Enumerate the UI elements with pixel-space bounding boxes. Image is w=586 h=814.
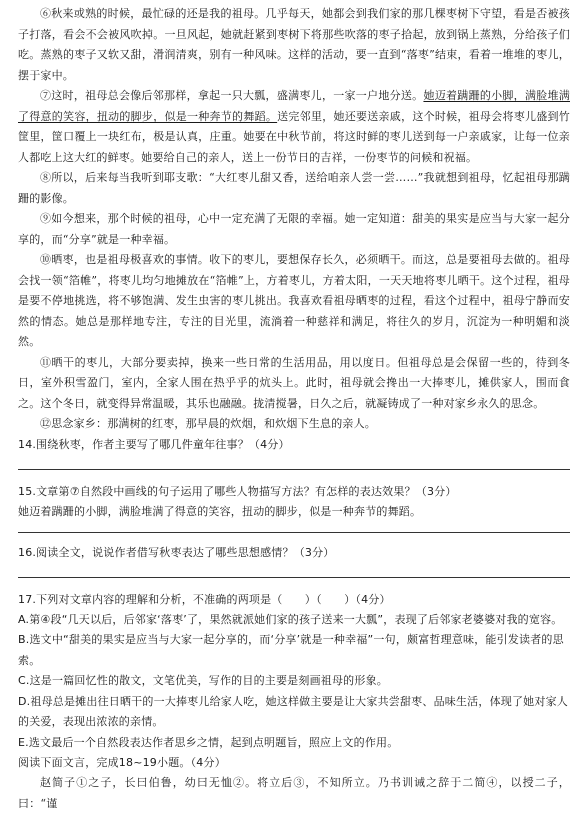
classical-passage: 赵简子①之子，长曰伯鲁，幼曰无恤②。将立后③，不知所立。乃书训诫之辞于二简④，以授二子，曰：“谨 <box>18 776 570 810</box>
question-15-quote: 她迈着蹒跚的小脚，满脸堆满了得意的笑容，扭动的脚步，似是一种奔节的舞蹈。 <box>18 504 422 518</box>
paragraph-12: ⑫思念家乡：那满树的红枣，那早晨的炊烟，和炊烟下生息的亲人。 <box>40 417 376 430</box>
paragraph-9: ⑨如今想来，那个时候的祖母，心中一定充满了无限的幸福。她一定知道：甜美的果实是应当与大家一起分享的，而“分享”就是一种幸福。 <box>18 212 570 246</box>
paragraph-11: ⑪晒干的枣儿，大部分要卖掉，换来一些日常的生活用品，用以度日。但祖母总是会保留一些的，待到冬日，室外积雪盈门，室内，全家人围在热乎乎的炕头上。此时，祖母就会搀出一大捧枣儿，摊供家人，围而食之。这个冬日，就变得异常温暖，其乐也融融。拢清搅暑，日久之后，就凝铸成了一种对家乡永久的思念。 <box>18 355 570 410</box>
paragraph-6: ⑥秋来或熟的时候，最忙碌的还是我的祖母。几乎每天，她都会到我们家的那几棵枣树下守望，看是否被孩子打落，看会不会被风吹掉。一旦风起，她就赶紧到枣树下将那些吹落的枣子拾起，放到锅上蒸熟，分给孩子们吃。蒸熟的枣子又软又甜，滑润清爽，别有一种风味。这样的活动，要一直到“落枣”结束，看着一堆堆的枣儿，摆于家中。 <box>18 7 570 82</box>
reading-intro-18-19: 阅读下面文言，完成18~19小题。（4分） <box>18 756 226 769</box>
question-15: 15.文章第⑦自然段中画线的句子运用了哪些人物描写方法？有怎样的表达效果？（3分） <box>18 484 457 498</box>
option-b[interactable]: B.选文中“甜美的果实是应当与大家一起分享的，而‘分享’就是一种幸福”一句，颇富哲理意味，能引发读者的思索。 <box>18 633 564 667</box>
question-16: 16.阅读全文，说说作者借写秋枣表达了哪些思想感情？（3分） <box>18 545 335 559</box>
paragraph-7-rest: 送完邻里，她还要送亲戚，这个时候，祖母会将枣儿盛到竹筐里，筐口覆上一块红布，极是认真，庄重。她要在中秋节前，将这时鲜的枣儿送到每一户亲戚家，让每一位亲人都吃上这大红的鲜枣。她要给自己的亲人，送上一份节日的吉祥，一份枣节的问候和祝福。 <box>18 109 570 164</box>
option-c[interactable]: C.这是一篇回忆性的散文，文笔优美，写作的目的主要是刻画祖母的形象。 <box>18 674 388 687</box>
answer-line-16[interactable] <box>18 563 570 578</box>
paragraph-7-intro: ⑦这时，祖母总会像后邻那样，拿起一只大瓢，盛满枣儿，一家一户地分送。 <box>40 89 424 102</box>
underlined-sentence: 她迈着蹒跚的小脚，满脸堆满了得意的笑容，扭动的脚步，似是一种奔节的舞蹈。 <box>18 89 570 123</box>
question-17: 17.下列对文章内容的理解和分析，不准确的两项是（ ）（ ）（4分） <box>18 592 391 606</box>
paragraph-8: ⑧所以，后来每当我听到耶支歌：“大红枣儿甜又香，送给咱亲人尝一尝……”我就想到祖母，忆起祖母那蹒跚的影像。 <box>18 171 570 205</box>
option-a[interactable]: A.第④段“几天以后，后邻家‘落枣’了，果然就派她们家的孩子送来一大瓢”，表现了后邻家老婆婆对我的宽容。 <box>18 612 563 626</box>
option-d[interactable]: D.祖母总是摊出往日晒干的一大捧枣儿给家人吃，她这样做主要是让大家共尝甜枣、品味生活，体现了她对家人的关爱，表现出浓浓的亲情。 <box>18 694 568 728</box>
answer-line-14[interactable] <box>18 455 570 470</box>
option-e[interactable]: E.选文最后一个自然段表达作者思乡之情，起到点明题旨，照应上文的作用。 <box>18 735 399 749</box>
paragraph-7 <box>18 86 570 168</box>
paragraph-10: ⑩晒枣，也是祖母极喜欢的事情。收下的枣儿，要想保存长久，必须晒干。而这，总是要祖母去做的。祖母会找一领“箔帷”，将枣儿均匀地摊放在“箔帷”上，方着枣儿，方着太阳，一天天地将枣儿晒干。这个过程，祖母是要不停地挑选，将不够饱满、发生虫害的枣儿挑出。我喜欢看祖母晒枣的过程，看这个过程中，祖母宁静而安然的情态。她总是那样地专注，专注的目光里，流淌着一种慈祥和满足，将往久的岁月，沉淀为一种明媚和淡然。 <box>18 253 570 348</box>
question-14: 14.围绕秋枣，作者主要写了哪几件童年往事？（4分） <box>18 437 290 451</box>
answer-line-15[interactable] <box>18 522 570 533</box>
